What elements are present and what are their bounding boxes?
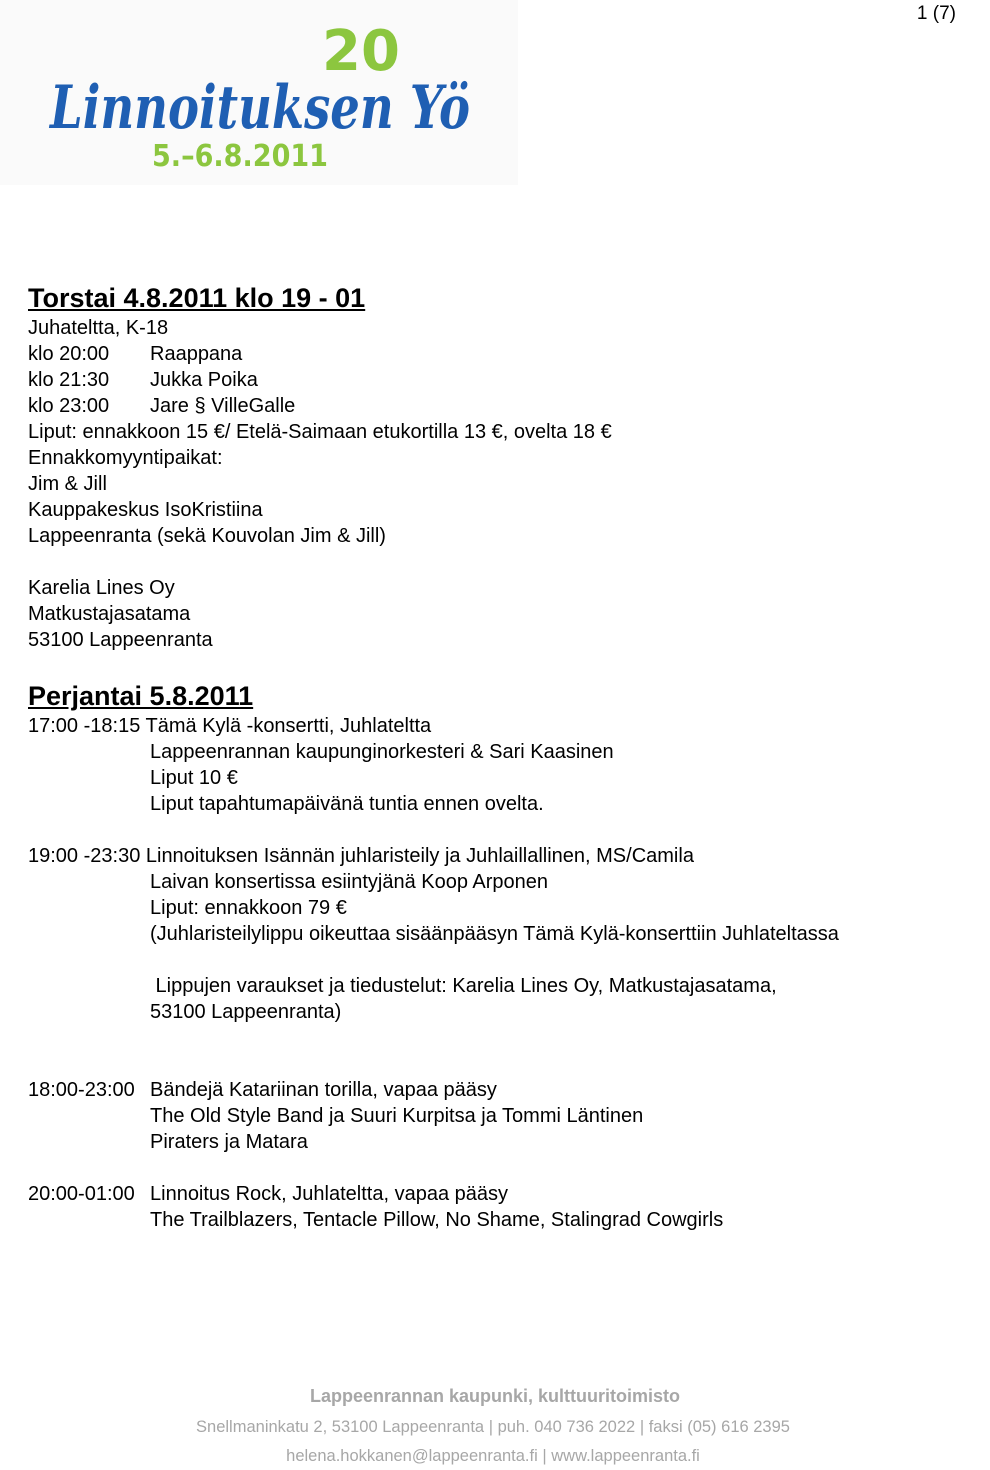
- event-detail: The Trailblazers, Tentacle Pillow, No Shame, Stalingrad Cowgirls: [150, 1209, 724, 1231]
- event-detail: (Juhlaristeilylippu oikeuttaa sisäänpääsyn Tämä Kylä-konserttiin Juhlateltassa: [150, 923, 839, 945]
- act-time: klo 20:00: [28, 343, 110, 365]
- act-name: Raappana: [150, 343, 243, 365]
- footer-fax: faksi (05) 616 2395: [648, 1418, 790, 1436]
- presale-location: Jim & Jill: [28, 473, 107, 495]
- page-number: 1 (7): [916, 3, 956, 24]
- footer-web: [0, 1446, 986, 1466]
- act-time: klo 21:30: [28, 369, 110, 391]
- ticket-prices: Liput: ennakkoon 15 €/ Etelä-Saimaan etukortilla 13 €, ovelta 18 €: [28, 421, 612, 443]
- logo-name: Linnoituksen Yö: [48, 73, 470, 143]
- event-detail: Liput tapahtumapäivänä tuntia ennen ovelta.: [150, 793, 544, 815]
- thursday-venue: Juhateltta, K-18: [28, 317, 169, 339]
- footer-org: Lappeenrannan kaupunki, kulttuuritoimisto: [309, 1386, 681, 1406]
- booking-info: 53100 Lappeenranta): [150, 1001, 342, 1023]
- footer-separator: |: [488, 1418, 493, 1436]
- event-detail: Laivan konsertissa esiintyjänä Koop Arponen: [150, 871, 549, 893]
- event-time: 20:00-01:00: [28, 1183, 135, 1205]
- presale-location: Kauppakeskus IsoKristiina: [28, 499, 263, 521]
- event-title: Bändejä Katariinan torilla, vapaa pääsy: [150, 1079, 497, 1101]
- event-time: 18:00-23:00: [28, 1079, 135, 1101]
- footer-separator: |: [639, 1418, 645, 1436]
- event-title: Linnoitus Rock, Juhlateltta, vapaa pääsy: [150, 1183, 508, 1205]
- logo-number: 20: [322, 19, 400, 84]
- presale-location: Lappeenranta (sekä Kouvolan Jim & Jill): [28, 525, 386, 547]
- booking-info: Lippujen varaukset ja tiedustelut: Karelia Lines Oy, Matkustajasatama,: [150, 975, 777, 997]
- event-detail: Liput 10 €: [150, 767, 238, 789]
- act-name: Jare § VilleGalle: [150, 395, 296, 417]
- event-detail: Liput: ennakkoon 79 €: [150, 897, 347, 919]
- thursday-heading: Torstai 4.8.2011 klo 19 - 01: [28, 283, 366, 313]
- footer-phone: puh. 040 736 2022: [497, 1418, 636, 1436]
- festival-logo: [0, 0, 518, 185]
- footer-separator: |: [542, 1447, 547, 1465]
- logo-dates: 5.–6.8.2011: [152, 139, 328, 174]
- event-line: 17:00 -18:15 Tämä Kylä -konsertti, Juhlateltta: [28, 715, 432, 737]
- footer-contact: [0, 1417, 986, 1437]
- footer-email[interactable]: helena.hokkanen@lappeenranta.fi: [286, 1447, 538, 1465]
- act-time: klo 23:00: [28, 395, 110, 417]
- event-detail: Lappeenrannan kaupunginorkesteri & Sari Kaasinen: [150, 741, 614, 763]
- friday-heading: Perjantai 5.8.2011: [28, 681, 254, 711]
- event-line: 19:00 -23:30 Linnoituksen Isännän juhlaristeily ja Juhlaillallinen, MS/Camila: [28, 845, 694, 867]
- address-line: Karelia Lines Oy: [28, 577, 175, 599]
- address-line: 53100 Lappeenranta: [28, 629, 213, 651]
- logo-graphic: [0, 0, 518, 185]
- act-name: Jukka Poika: [150, 369, 258, 391]
- address-line: Matkustajasatama: [28, 603, 191, 625]
- footer-address: Snellmaninkatu 2, 53100 Lappeenranta: [196, 1418, 485, 1436]
- event-detail: Piraters ja Matara: [150, 1131, 308, 1153]
- presale-label: Ennakkomyyntipaikat:: [28, 447, 223, 469]
- event-detail: The Old Style Band ja Suuri Kurpitsa ja Tommi Läntinen: [150, 1105, 644, 1127]
- footer-website[interactable]: www.lappeenranta.fi: [551, 1447, 700, 1465]
